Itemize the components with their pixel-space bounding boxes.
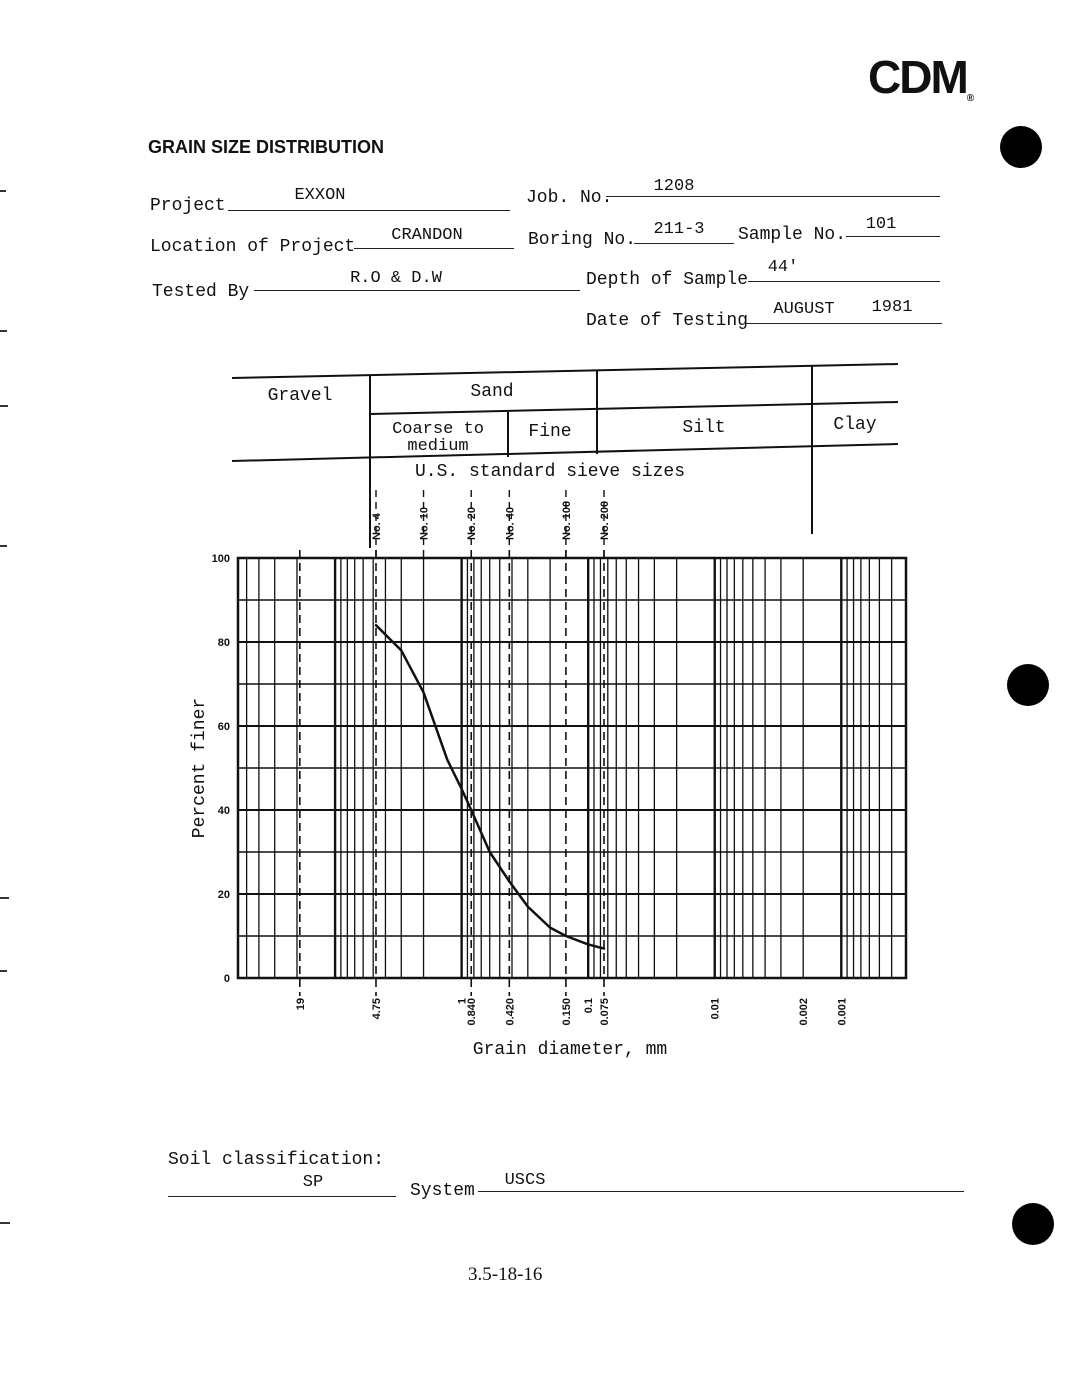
x-tick-label: 0.002 [798, 998, 811, 1026]
binder-hole-top [1000, 126, 1042, 168]
x-tick-label: 1 [456, 998, 469, 1005]
page-number: 3.5-18-16 [468, 1264, 543, 1285]
edge-mark [0, 190, 6, 192]
sieve-label: No. 20 [466, 506, 479, 540]
sand-label: Sand [470, 382, 514, 402]
edge-mark [0, 970, 7, 972]
edge-mark [0, 545, 7, 547]
project-label: Project [150, 196, 226, 216]
date-label: Date of Testing [586, 311, 749, 331]
y-axis-label: Percent finer [190, 697, 210, 839]
system-value: USCS [504, 1171, 546, 1190]
soil-line [168, 1196, 396, 1197]
sieve-labels [371, 490, 611, 558]
boring-value: 211-3 [653, 220, 705, 239]
x-axis-ticks [295, 998, 848, 1026]
depth-value: 44' [767, 258, 799, 277]
coarse-medium-label [392, 420, 484, 456]
x-tick-label: 0.420 [504, 998, 517, 1026]
edge-mark [0, 330, 7, 332]
soil-classification-label: Soil classification: [168, 1150, 385, 1170]
x-tick-label: 19 [294, 998, 307, 1011]
x-tick-label: 0.01 [709, 998, 722, 1020]
table-rule [232, 364, 898, 378]
depth-label: Depth of Sample [586, 270, 749, 290]
x-tick-label: 0.075 [599, 998, 611, 1026]
tested-value: R.O & D.W [350, 269, 442, 288]
sieve-label: No. 4 [371, 513, 383, 540]
sieve-label: No. 40 [504, 506, 517, 540]
date-month-value: AUGUST [773, 300, 835, 319]
edge-mark [0, 897, 9, 899]
sieve-dashed-lines [300, 550, 604, 996]
silt-label: Silt [682, 418, 726, 438]
sieve-label: No. 200 [599, 500, 611, 540]
clay-label: Clay [833, 415, 877, 435]
coarse-line-1: Coarse to [392, 420, 484, 439]
table-rule [370, 402, 898, 414]
edge-mark [0, 1222, 10, 1224]
gravel-label: Gravel [267, 386, 333, 406]
tested-label: Tested By [152, 282, 250, 302]
x-tick-label: 4.75 [371, 998, 383, 1020]
x-tick-label: 0.1 [583, 998, 596, 1014]
system-label: System [410, 1181, 475, 1201]
y-tick-label: 80 [217, 637, 230, 649]
y-tick-label: 60 [217, 721, 230, 733]
binder-hole-middle [1007, 664, 1049, 706]
coarse-line-2: medium [407, 437, 469, 456]
project-value: EXXON [294, 186, 346, 205]
logo-text: CDM [868, 51, 967, 103]
x-tick-label: 0.840 [466, 998, 479, 1026]
sieve-heading: U.S. standard sieve sizes [414, 462, 686, 482]
sample-value: 101 [865, 215, 897, 234]
y-tick-label: 100 [211, 553, 230, 565]
y-axis-ticks [212, 553, 230, 985]
page-title: GRAIN SIZE DISTRIBUTION [148, 137, 385, 157]
job-value: 1208 [653, 177, 695, 196]
location-value: CRANDON [391, 226, 463, 245]
soil-value: SP [302, 1173, 324, 1192]
boring-label: Boring No. [528, 230, 637, 250]
y-tick-label: 40 [217, 805, 230, 817]
table-rule [232, 444, 898, 461]
sieve-label: No. 100 [560, 500, 573, 540]
x-tick-label: 0.150 [560, 998, 573, 1026]
date-year-value: 1981 [871, 298, 913, 317]
binder-hole-bottom [1012, 1203, 1054, 1245]
sieve-label: No. 10 [418, 506, 431, 540]
edge-mark [0, 405, 8, 407]
location-label: Location of Project [150, 237, 356, 257]
x-axis-label: Grain diameter, mm [472, 1040, 668, 1060]
chart-grid [238, 558, 906, 978]
y-tick-label: 0 [223, 973, 230, 985]
cdm-logo: CDM® [868, 51, 975, 104]
y-tick-label: 20 [217, 889, 230, 901]
fine-label: Fine [528, 422, 572, 442]
sample-label: Sample No. [738, 225, 847, 245]
x-tick-label: 0.001 [836, 998, 849, 1026]
job-label: Job. No. [526, 188, 613, 208]
system-line [478, 1191, 964, 1192]
